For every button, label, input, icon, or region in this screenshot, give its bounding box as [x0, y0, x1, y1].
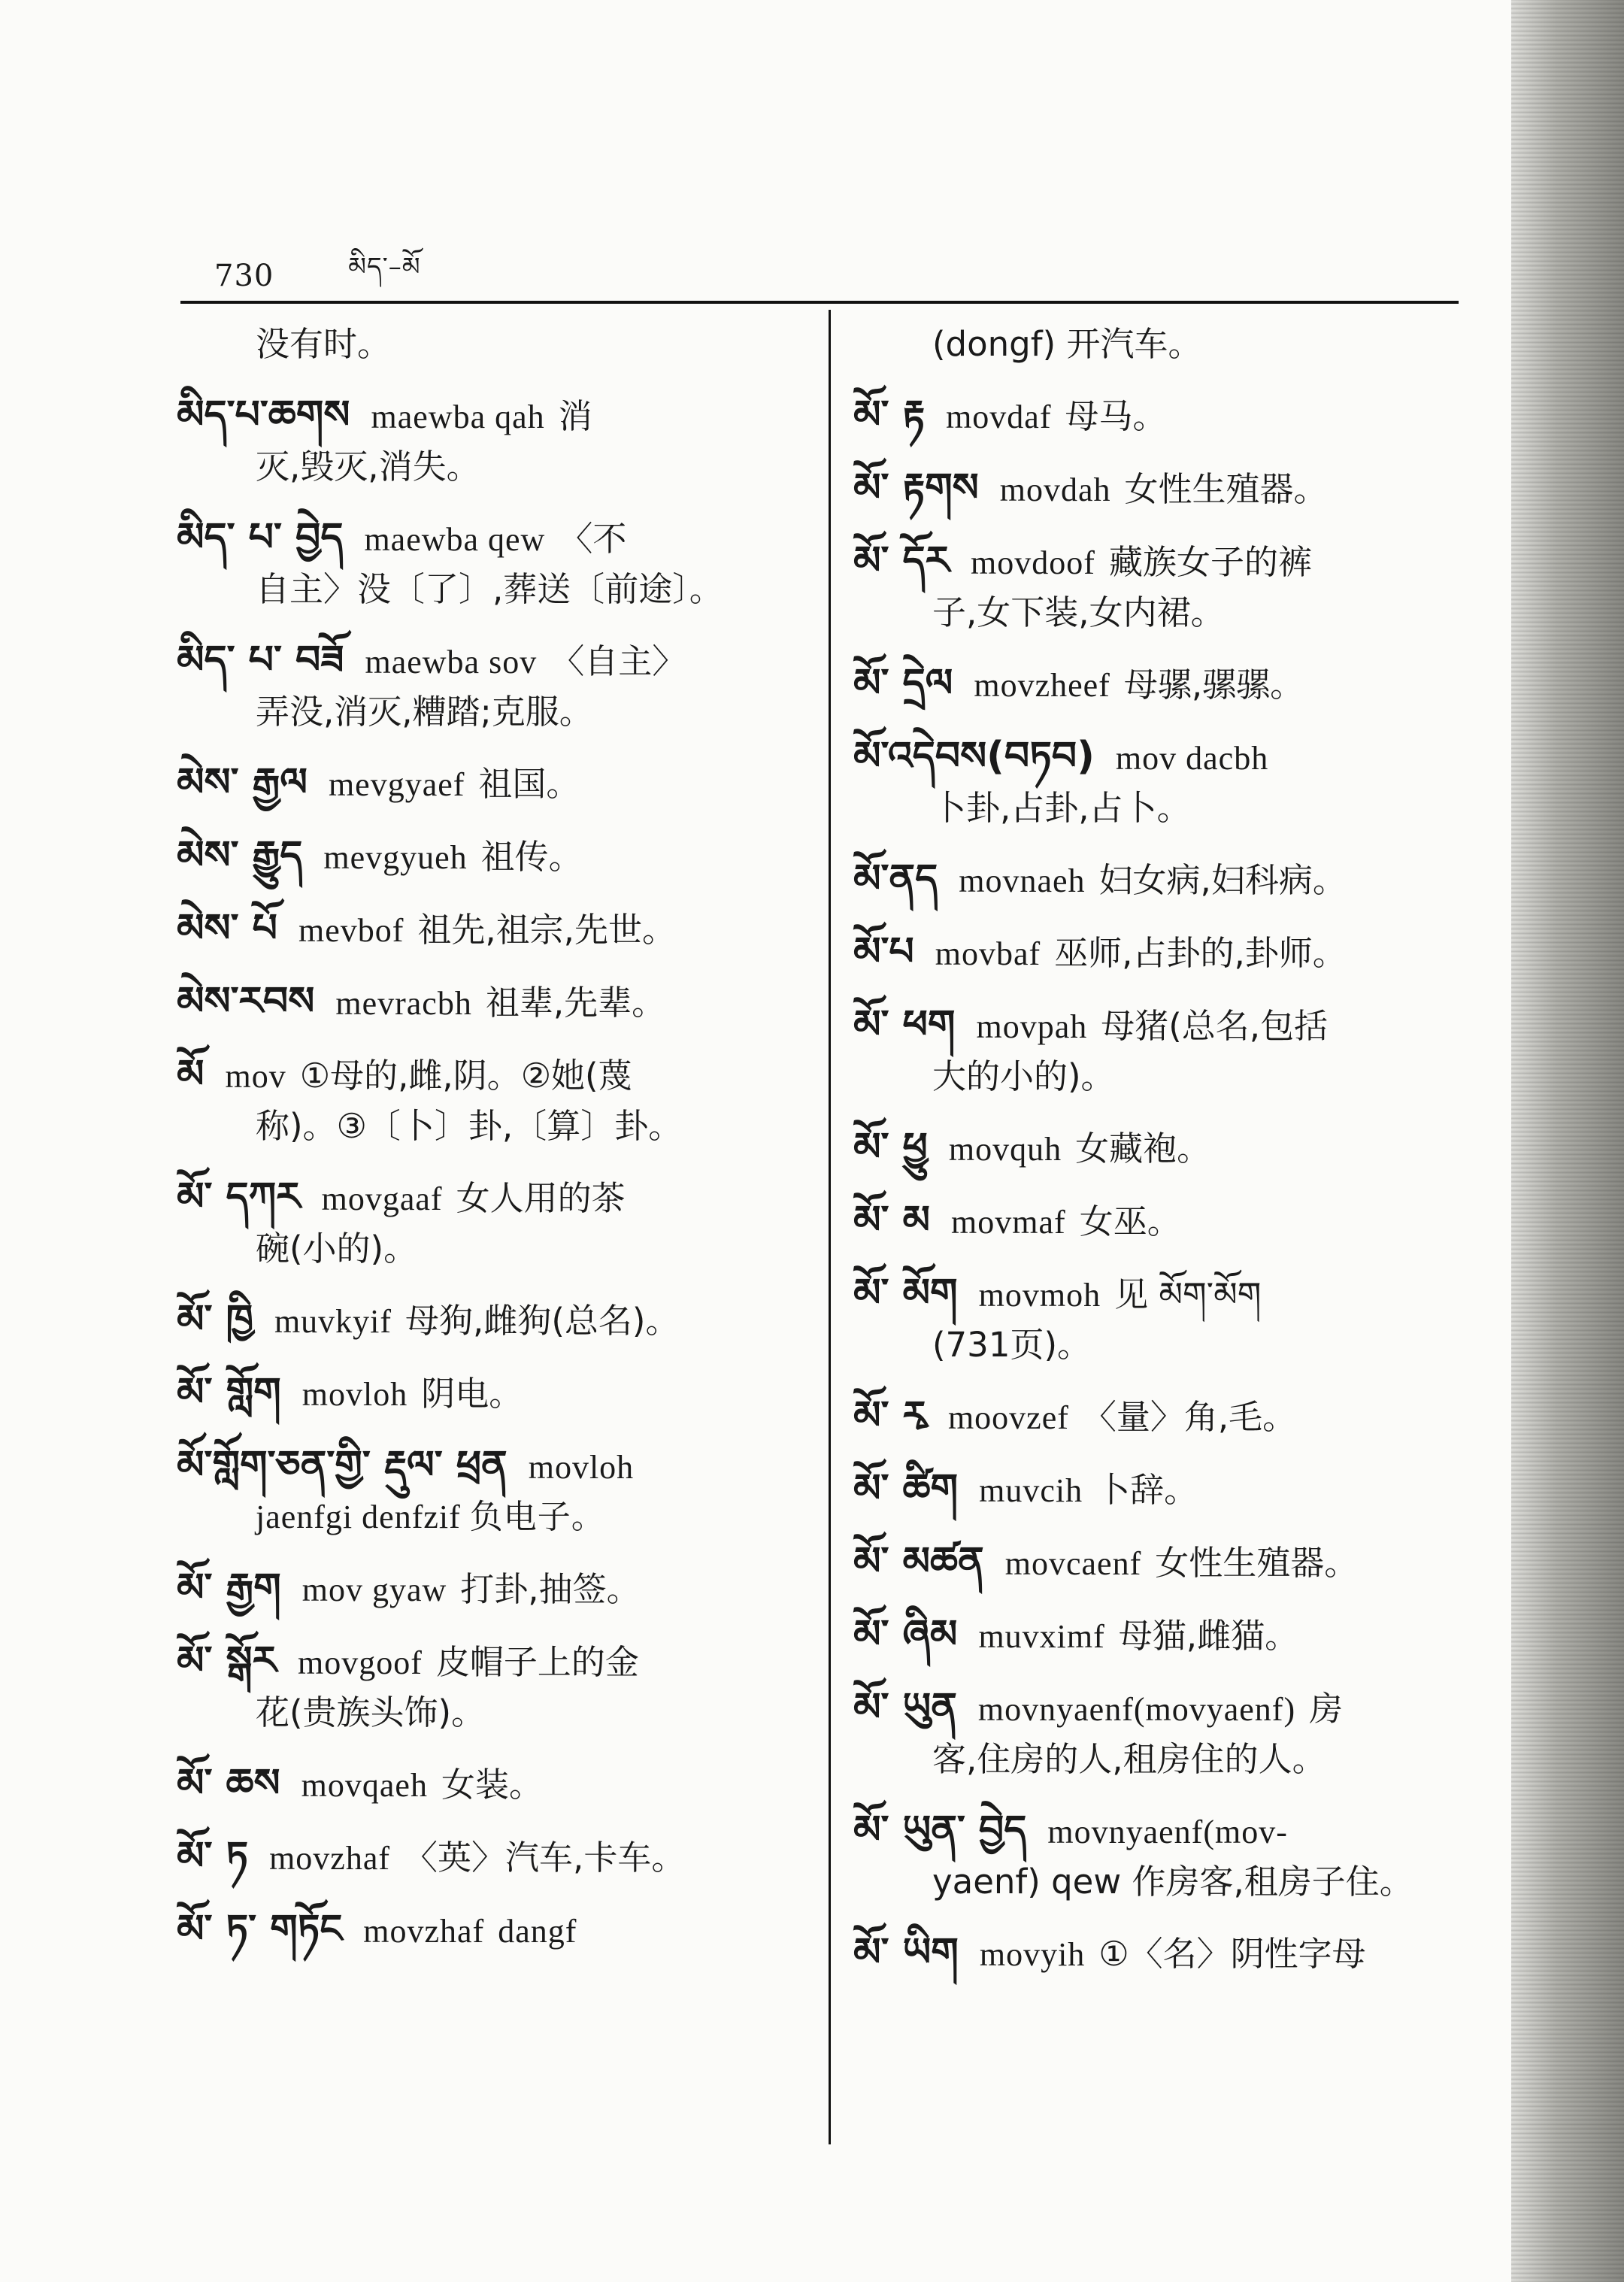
- dictionary-entry: [853, 1196, 1474, 1247]
- dictionary-entry: [177, 758, 804, 810]
- entry-definition: 巫师,占卦的,卦师。: [1054, 933, 1347, 973]
- entry-headword: མོ་ ཕྱུ: [853, 1125, 928, 1170]
- dictionary-entry: [853, 1123, 1474, 1174]
- entry-romanization: movdaf: [946, 399, 1052, 435]
- entry-romanization: movgoof: [298, 1644, 423, 1681]
- entry-romanization: mevbof: [298, 912, 404, 949]
- entry-definition: 母骡,骡骡。: [1123, 665, 1304, 705]
- entry-definition: 见 མོག་མོག: [1114, 1274, 1262, 1314]
- entry-continuation: 没有时。: [256, 324, 392, 364]
- entry-headword: མོ་ ཡུན: [853, 1685, 957, 1730]
- scan-page-edge: [1511, 0, 1624, 2282]
- entry-romanization: movgaaf: [321, 1180, 443, 1217]
- entry-continuation: 灭,毁灭,消失。: [256, 447, 480, 486]
- dictionary-entry: [177, 1172, 804, 1274]
- page-number: 730: [214, 259, 274, 293]
- entry-definition: 母猫,雌猫。: [1118, 1616, 1299, 1656]
- entry-headword: མེས་ རྒྱལ: [177, 760, 308, 805]
- entry-headword: མོ་ ཆས: [177, 1761, 280, 1806]
- entry-continuation: 称)。③〔卜〕卦,〔算〕卦。: [256, 1106, 683, 1146]
- entry-headword: མོ་ ཏ: [177, 1834, 249, 1879]
- entry-definition: 〈英〉汽车,卡车。: [404, 1838, 686, 1877]
- entry-headword: མིད་ པ་ བྱེད: [177, 515, 344, 560]
- entry-romanization: muvcih: [979, 1472, 1083, 1509]
- dictionary-entry: [177, 1441, 804, 1542]
- dictionary-entry: [177, 513, 804, 614]
- entry-headword: མོ་ གློག: [177, 1370, 281, 1415]
- dictionary-entry: [853, 390, 1474, 442]
- entry-definition: 祖辈,先辈。: [485, 983, 666, 1023]
- entry-definition: ①〈名〉阴性字母: [1098, 1934, 1366, 1974]
- dictionary-entry: [853, 732, 1474, 833]
- dictionary-entry: [853, 1391, 1474, 1443]
- entry-definition: 女装。: [441, 1765, 543, 1805]
- entry-romanization: movloh: [528, 1449, 635, 1486]
- entry-definition: 卜辞。: [1096, 1470, 1198, 1510]
- entry-romanization: movmaf: [951, 1204, 1066, 1241]
- dictionary-entry: [853, 854, 1474, 906]
- entry-definition: 祖国。: [478, 764, 580, 804]
- entry-continuation: 客,住房的人,租房住的人。: [932, 1739, 1326, 1779]
- dictionary-entry: [177, 320, 804, 369]
- dictionary-entry: [177, 635, 804, 737]
- entry-romanization: mevracbh: [335, 985, 472, 1022]
- entry-continuation: 碗(小的)。: [256, 1229, 418, 1268]
- entry-headword: མོ་ ཁྱི: [177, 1297, 253, 1342]
- entry-definition: 女巫。: [1079, 1202, 1181, 1241]
- entry-romanization: mevgyueh: [323, 839, 468, 876]
- entry-romanization: movbaf: [935, 935, 1041, 972]
- dictionary-entry: [177, 831, 804, 883]
- entry-headword: མོ་ དཀར: [177, 1174, 301, 1220]
- dictionary-entry: [853, 1537, 1474, 1589]
- entry-headword: མོ་ རྟ: [853, 392, 926, 438]
- dictionary-entry: [853, 1683, 1474, 1784]
- dictionary-entry: [177, 1636, 804, 1738]
- dictionary-entry: [177, 1563, 804, 1615]
- entry-definition: 母狗,雌狗(总名)。: [405, 1301, 680, 1341]
- entry-definition: 母马。: [1065, 396, 1167, 436]
- entry-definition: 房: [1309, 1689, 1344, 1729]
- entry-definition: 祖先,祖宗,先世。: [417, 910, 676, 950]
- entry-headword: མོ་ ཡུན་ བྱེད: [853, 1808, 1027, 1853]
- entry-headword: མེས་རབས: [177, 979, 315, 1024]
- dictionary-entry: [853, 1610, 1474, 1662]
- entry-romanization: movnyaenf(movyaenf): [977, 1691, 1296, 1728]
- dictionary-entry: [853, 1000, 1474, 1102]
- entry-definition: 女藏袍。: [1075, 1129, 1211, 1168]
- entry-romanization: movnaeh: [959, 862, 1086, 899]
- entry-definition: 妇女病,妇科病。: [1098, 860, 1347, 900]
- entry-romanization: movquh: [948, 1131, 1062, 1168]
- entry-romanization: movdah: [999, 471, 1111, 508]
- entry-romanization: movzheef: [974, 667, 1110, 704]
- header-rule: [180, 301, 1459, 304]
- entry-headword: མོ་ ཡིག: [853, 1930, 959, 1975]
- entry-definition: 阴电。: [421, 1374, 523, 1414]
- entry-romanization: maewba sov: [365, 644, 538, 680]
- entry-continuation: jaenfgi denfzif 负电子。: [256, 1499, 605, 1535]
- entry-romanization: mov: [225, 1058, 286, 1095]
- entry-headword: མོ: [177, 1052, 205, 1097]
- entry-definition: 皮帽子上的金: [435, 1642, 639, 1682]
- entry-definition: 女人用的茶: [456, 1178, 626, 1218]
- entry-continuation: 卜卦,占卦,占卜。: [932, 788, 1191, 828]
- entry-headword: མོ་པ: [853, 929, 914, 974]
- entry-continuation: 自主〉没〔了〕,葬送〔前途〕。: [256, 569, 723, 609]
- dictionary-entry: [177, 1050, 804, 1151]
- dictionary-entry: [853, 927, 1474, 979]
- dictionary-entry: [177, 1368, 804, 1420]
- entry-continuation: 弄没,消灭,糟踏;克服。: [256, 692, 593, 732]
- entry-continuation: 子,女下装,女内裙。: [932, 592, 1225, 632]
- entry-romanization: movzhaf: [269, 1840, 391, 1877]
- entry-romanization: mov dacbh: [1115, 740, 1269, 777]
- dictionary-entry: [853, 1928, 1474, 1980]
- entry-headword: མོ་གློག་ཅན་གྱི་ རྡུལ་ ཕྲན: [177, 1443, 508, 1488]
- entry-headword: མོ་ ཕག: [853, 1002, 956, 1047]
- dictionary-entry: [177, 977, 804, 1029]
- entry-headword: མེས་ རྒྱུད: [177, 833, 303, 878]
- entry-headword: མོ་ ཚིག: [853, 1466, 959, 1511]
- entry-headword: མོ་ རྟགས: [853, 465, 979, 511]
- entry-definition: 女性生殖器。: [1155, 1543, 1359, 1583]
- entry-headword: མོ་ནད: [853, 856, 938, 902]
- entry-headword: མོ་ ཏ་ གཏོང: [177, 1907, 343, 1952]
- entry-headword: མོ་འདེབས(བཏབ): [853, 734, 1095, 779]
- entry-definition: 祖传。: [480, 837, 583, 877]
- entry-headword: མོ་ དོར: [853, 538, 950, 583]
- entry-headword: མོ་ མཚན: [853, 1539, 984, 1584]
- entry-headword: མོ་ ཞིམ: [853, 1612, 958, 1657]
- entry-romanization: maewba qew: [364, 521, 546, 558]
- page-header: [214, 248, 421, 320]
- entry-headword: མོ་ དྲེལ: [853, 661, 953, 706]
- entry-romanization: moovzef: [947, 1399, 1069, 1436]
- running-head: མིད་–མོ: [348, 252, 421, 282]
- entry-romanization: movcaenf: [1004, 1545, 1142, 1582]
- dictionary-entry: [853, 463, 1474, 515]
- entry-continuation: (dongf) 开汽车。: [932, 324, 1202, 364]
- right-column: [853, 320, 1474, 2001]
- entry-definition: 女性生殖器。: [1124, 469, 1328, 509]
- entry-romanization: movyih: [979, 1936, 1086, 1973]
- entry-headword: མིད་ པ་ བཟོ: [177, 638, 344, 683]
- left-column: [177, 320, 804, 1977]
- entry-romanization: muvximf: [978, 1618, 1105, 1655]
- entry-continuation: 大的小的)。: [932, 1056, 1115, 1096]
- dictionary-entry: [177, 1832, 804, 1883]
- entry-romanization: movnyaenf(mov-: [1047, 1814, 1288, 1850]
- entry-definition: 消: [558, 396, 592, 436]
- entry-headword: མིད་པ་ཆགས: [177, 392, 350, 438]
- entry-continuation: 花(贵族头饰)。: [256, 1693, 486, 1732]
- entry-romanization: movpah: [976, 1008, 1088, 1045]
- entry-headword: མེས་ པོ: [177, 906, 277, 951]
- entry-definition: 母猪(总名,包括: [1101, 1006, 1329, 1046]
- dictionary-entry: [177, 904, 804, 956]
- dictionary-entry: [853, 659, 1474, 711]
- entry-romanization: maewba qah: [371, 399, 545, 435]
- dictionary-entry: [177, 1905, 804, 1956]
- entry-headword: མོ་ རྒྱག: [177, 1565, 281, 1611]
- entry-headword: མོ་ མོག: [853, 1271, 958, 1316]
- entry-definition: dangf: [498, 1913, 577, 1950]
- dictionary-entry: [853, 320, 1474, 369]
- entry-definition: 〈量〉角,毛。: [1082, 1397, 1297, 1437]
- dictionary-entry: [853, 536, 1474, 638]
- entry-romanization: movloh: [301, 1376, 408, 1413]
- entry-romanization: movzhaf: [363, 1913, 485, 1950]
- dictionary-entry: [853, 1805, 1474, 1907]
- entry-romanization: movmoh: [978, 1277, 1101, 1314]
- dictionary-entry: [853, 1268, 1474, 1370]
- entry-romanization: movdoof: [971, 544, 1095, 581]
- entry-romanization: mov gyaw: [301, 1571, 447, 1608]
- entry-headword: མོ་ མ: [853, 1198, 931, 1243]
- entry-headword: མོ་ སྒོར: [177, 1638, 277, 1683]
- dictionary-entry: [177, 1759, 804, 1811]
- entry-romanization: movqaeh: [301, 1767, 428, 1804]
- entry-definition: ①母的,雌,阴。②她(蔑: [299, 1056, 632, 1096]
- entry-definition: 打卦,抽签。: [460, 1569, 641, 1609]
- dictionary-entry: [853, 1464, 1474, 1516]
- entry-headword: མོ་ རྭ: [853, 1393, 927, 1438]
- entry-definition: 〈自主〉: [550, 641, 686, 681]
- entry-continuation: yaenf) qew 作房客,租房子住。: [932, 1862, 1413, 1902]
- entry-romanization: mevgyaef: [328, 766, 465, 803]
- entry-continuation: (731页)。: [932, 1325, 1092, 1365]
- entry-definition: 〈不: [559, 519, 627, 559]
- dictionary-entry: [177, 390, 804, 492]
- column-divider: [829, 310, 831, 2144]
- entry-definition: 藏族女子的裤: [1108, 542, 1312, 582]
- dictionary-entry: [177, 1295, 804, 1347]
- entry-romanization: muvkyif: [274, 1303, 392, 1340]
